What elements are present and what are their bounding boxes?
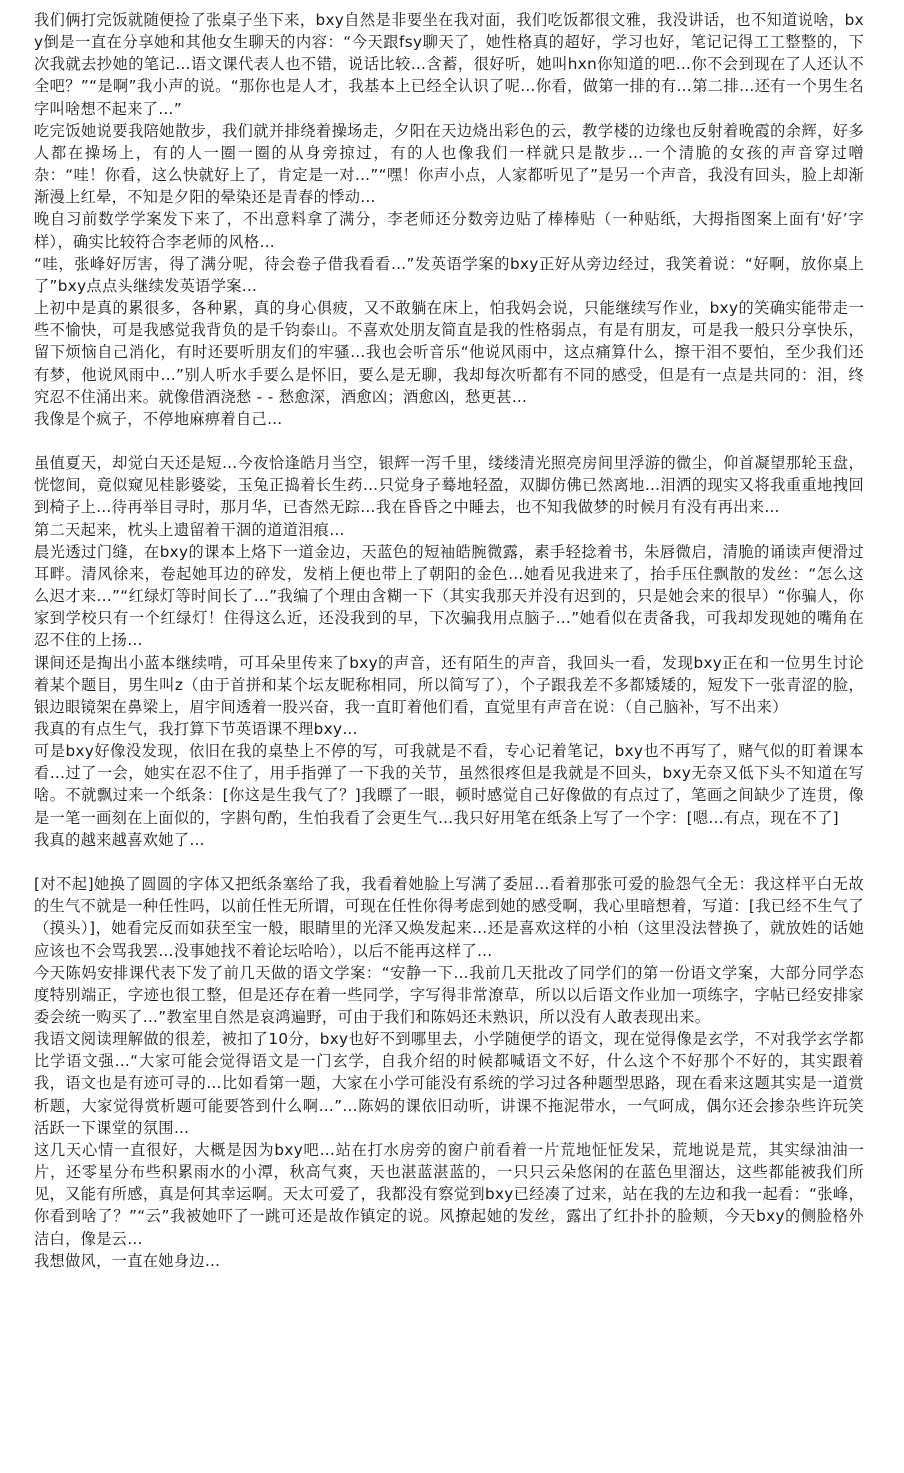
paragraph-tear-stains: 第二天起来，枕头上遗留着干涸的道道泪痕…	[34, 520, 345, 539]
paragraph-wind: 我想做风，一直在她身边…	[34, 1251, 221, 1270]
paragraph-dinner-chat: 我们俩打完饭就随便捡了张桌子坐下来，bxy自然是非要坐在我对面，我们吃饭都很文雅，我没讲话，也不知道说啥，bxy倒是一直在分享她和其他女生聊天的内容：“今天跟fsy聊天了，她性格真的超好，学习也好，笔记记得工工整整的，下次我就去抄她的笔记…语文课代表人也不错，说话比较…含蓄，很好听，她叫hxn你知道的吧…你不会到现在了人还认不全吧？”“是啊”我小声的说。“那你也是人才，我基本上已经全认识了呢…你看，做第一排的有…第二排…还有一个男生名字叫啥想不起来了…”	[34, 11, 864, 118]
paragraph-angry: 我真的有点生气，我打算下节英语课不理bxy…	[34, 719, 358, 738]
paragraph-chinese-assignment: 今天陈妈安排课代表下发了前几天做的语文学案：“安静一下…我前几天批改了同学们的第一份语文学案，大部分同学态度特别端正，字迹也很工整，但是还存在着一些同学，字写得非常潦草，所以以后语文作业加一项练字，字帖已经安排家委会统一购买了…”教室里自然是哀鸿遍野，可由于我们和陈妈还未熟识，所以没有人敢表现出来。	[34, 963, 864, 1026]
paragraph-like-her: 我真的越来越喜欢她了…	[34, 830, 205, 849]
paragraph-apology-note: [对不起]她换了圆圆的字体又把纸条塞给了我，我看着她脸上写满了委屈…看着那张可爱的脸怨气全无：我这样平白无故的生气不就是一种任性吗，以前任性无所谓，可现在任性你得考虑到她的感受啊，我心里暗想着，写道：[我已经不生气了（摸头）]，她看完反而如获至宝一般，眼睛里的光泽又焕发起来…还是喜欢这样的小柏（这里没法替换了，就放姓的话她应该也不会骂我罢…没事她找不着论坛哈哈），以后不能再这样了…	[34, 875, 864, 960]
article-body	[34, 9, 864, 1272]
paragraph-math-full-score: 晚自习前数学学案发下来了，不出意料拿了满分，李老师还分数旁边贴了棒棒贴（一种贴纸，大拇指图案上面有‘好’字样），确实比较符合李老师的风格…	[34, 210, 864, 251]
paragraph-bxy-praise: “哇，张峰好厉害，得了满分呢，待会卷子借我看看…”发英语学案的bxy正好从旁边经过，我笑着说：“好啊，放你桌上了”bxy点点头继续发英语学案…	[34, 254, 864, 295]
paragraph-classmate-z: 课间还是掏出小蓝本继续啃，可耳朵里传来了bxy的声音，还有陌生的声音，我回头一看，发现bxy正在和一位男生讨论着某个题目，男生叫z（由于首拼和某个坛友昵称相同，所以简写了），个子跟我差不多都矮矮的，短发下一张青涩的脸，银边眼镜架在鼻梁上，眉宇间透着一股兴奋，我一直盯着他们看，直觉里有声音在说：（自己脑补，写不出来）	[34, 653, 864, 716]
paragraph-note-passing: 可是bxy好像没发现，依旧在我的桌垫上不停的写，可我就是不看，专心记着笔记，bxy也不再写了，赌气似的盯着课本看…过了一会，她实在忍不住了，用手指弹了一下我的关节，虽然很疼但是我就是不回头，bxy无奈又低下头不知道在写啥。不就飘过来一个纸条：[你这是生我气了？]我瞟了一眼，顿时感觉自己好像做的有点过了，笔画之间缺少了连贯，像是一笔一画刻在上面似的，字斟句酌，生怕我看了会更生气…我只好用笔在纸条上写了一个字：[嗯…有点，现在不了]	[34, 742, 864, 827]
paragraph-reading-comprehension: 我语文阅读理解做的很差，被扣了10分，bxy也好不到哪里去，小学随便学的语文，现在觉得像是玄学，不对我学玄学都比学语文强…“大家可能会觉得语文是一门玄学，自我介绍的时候都喊语文不好，什么这个不好那个不好的，其实跟着我，语文也是有迹可寻的…比如看第一题，大家在小学可能没有系统的学习过各种题型思路，现在看来这题其实是一道赏析题，大家觉得赏析题可能要答到什么啊…”…陈妈的课依旧动听，讲课不拖泥带水，一气呵成，偶尔还会掺杂些许玩笑活跃一下课堂的氛围…	[34, 1030, 864, 1137]
paragraph-spacer	[34, 430, 864, 452]
paragraph-moonlight: 虽值夏天，却觉白天还是短…今夜恰逢皓月当空，银辉一泻千里，缕缕清光照亮房间里浮游的微尘，仰首凝望那轮玉盘，恍惚间，竟似窥见桂影婆娑，玉兔正捣着长生药…只觉身子蓦地轻盈，双脚仿佛已然离地…泪洒的现实又将我重重地拽回到椅子上…待再举目寻时，那月华，已杳然无踪…我在昏昏之中睡去，也不知我做梦的时候月有没有再出来…	[34, 454, 864, 517]
paragraph-morning-reading: 晨光透过门缝，在bxy的课本上烙下一道金边，天蓝色的短袖皓腕微露，素手轻捻着书，朱唇微启，清脆的诵读声便滑过耳畔。清风徐来，卷起她耳边的碎发，发梢上便也带上了朝阳的金色…她看见我进来了，抬手压住飘散的发丝：“怎么这么迟才来…”“红绿灯等时间长了…”我编了个理由含糊一下（其实我那天并没有迟到的，只是她会来的很早）“你骗人，你家到学校只有一个红绿灯！住得这么近，还没我到的早，下次骗我用点脑子…”她看似在责备我，可我却发现她的嘴角在忍不住的上扬…	[34, 542, 864, 650]
paragraph-walk-playground: 吃完饭她说要我陪她散步，我们就并排绕着操场走，夕阳在天边烧出彩色的云，教学楼的边缘也反射着晚霞的余辉，好多人都在操场上，有的人一圈一圈的从身旁掠过，有的人也像我们一样就只是散步…一个清脆的女孩的声音穿过噌杂：“哇！你看，这么快就好上了，肯定是一对…”“嘿！你声小点，人家都听见了”是另一个声音，我没有回头，脸上却渐渐漫上红晕，不知是夕阳的晕染还是青春的悸动…	[34, 121, 864, 207]
paragraph-madman: 我像是个疯子，不停地麻痹着自己…	[34, 409, 283, 428]
paragraph-spacer	[34, 851, 864, 873]
paragraph-tired-music: 上初中是真的累很多，各种累，真的身心俱疲，又不敢躺在床上，怕我妈会说，只能继续写作业，bxy的笑确实能带走一些不愉快，可是我感觉我背负的是千钧泰山。不喜欢处朋友简直是我的性格弱点，有是有朋友，可是我一般只分享快乐，留下烦恼自己消化，有时还要听朋友们的牢骚…我也会听音乐“他说风雨中，这点痛算什么，擦干泪不要怕，至少我们还有梦，他说风雨中…”别人听水手要么是怀旧，要么是无聊，我却每次听都有不同的感受，但是有一点是共同的：泪，终究忍不住涌出来。就像借酒浇愁 - - 愁愈深，酒愈凶；酒愈凶，愁更甚…	[34, 299, 864, 406]
paragraph-clouds: 这几天心情一直很好，大概是因为bxy吧…站在打水房旁的窗户前看着一片荒地怔怔发呆，荒地说是荒，其实绿油油一片，还零星分布些积累雨水的小潭，秋高气爽，天也湛蓝湛蓝的，一只只云朵悠闲的在蓝色里溜达，这些都能被我们所见，又能有所感，真是何其幸运啊。天太可爱了，我都没有察觉到bxy已经凑了过来，站在我的左边和我一起看：“张峰，你看到啥了？”“云”我被她吓了一跳可还是故作镇定的说。风撩起她的发丝，露出了红扑扑的脸颊，今天bxy的侧脸格外洁白，像是云…	[34, 1140, 864, 1248]
